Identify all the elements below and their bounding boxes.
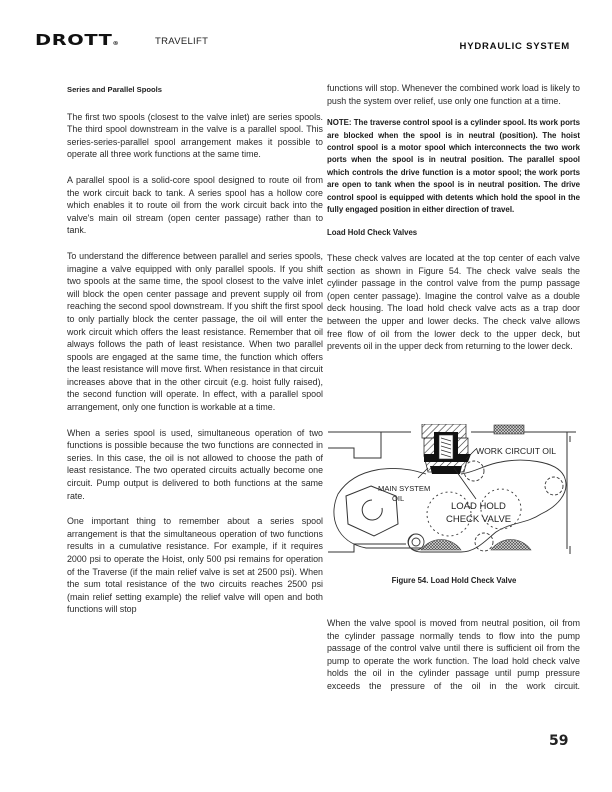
section-heading-check-valves: Load Hold Check Valves bbox=[327, 228, 418, 238]
right-column bbox=[327, 82, 580, 366]
figure-caption: Figure 54. Load Hold Check Valve bbox=[391, 576, 517, 585]
paragraph: These check valves are located at the top center of each valve section as shown in Figure 54. The check valve seals the cylinder passage in the control valve from the pump passage (open center passage). Imagine the control valve as a double deck housing. The load hold check valve acts as a trap door between the upper and lower decks. The check valve allows free flow of oil from the lower deck to the upper deck, but prevents oil in the upper deck from returning to the lower deck. bbox=[327, 253, 580, 352]
figure-load-hold-check-valve bbox=[326, 424, 582, 564]
label-main-system-oil-2: OIL bbox=[392, 494, 405, 503]
page-number: 59 bbox=[549, 733, 569, 749]
paragraph: A parallel spool is a solid-core spool designed to route oil from the work circuit back to tank. A series spool has a hollow core which enables it to route oil from the work circuit back into the valve's main oil stream (open center passage) rather than to tank. bbox=[67, 174, 323, 236]
paragraph: One important thing to remember about a series spool arrangement is that the simultaneous operation of two functions results in a cumulative resistance. For example, if it requires 2000 psi to operate the Hoist, only 500 psi remains for operation of the Traverse (if the main relief valve is set at 2500 psi). When the sum total resistance of the two circuits reaches 2500 psi (main relief setting example) the relief valve will open and both functions will stop bbox=[67, 516, 323, 615]
label-load-hold: LOAD HOLD bbox=[451, 501, 506, 512]
note-block: NOTE: The traverse control spool is a cylinder spool. Its work ports are blocked when the spool is in neutral (position). The hoist control spool is a motor spool which interconnects the two work ports when the spool is in neutral position. The parallel spool which controls the drive function is a motor spool; the work ports are open to tank when the spool is in neutral position. The drive control spool is equipped with detents which hold the spool in the fully engaged position in either direction of travel. bbox=[327, 118, 580, 215]
cap bbox=[494, 425, 524, 434]
paragraph: When the valve spool is moved from neutral position, oil from the cylinder passage normally tends to flow into the pump passage of the control valve until there is sufficient oil from the pump to operate the work function. The load hold check valve holds the oil in the cylinder passage until pump pressure exceeds the pressure of the oil in the work circuit. bbox=[327, 618, 580, 691]
paragraph: The first two spools (closest to the valve inlet) are series spools. The third spool downstream in the valve is a parallel spool. This series-series-parallel spool arrangement makes it possible to operate all three work functions at the same time. bbox=[67, 111, 323, 160]
hex-nut bbox=[346, 486, 398, 536]
paragraph-continuation: functions will stop. Whenever the combined work load is likely to push the system over relief, use only one function at a time. bbox=[327, 83, 580, 106]
brand-trademark: ® bbox=[112, 41, 120, 47]
label-main-system-oil: MAIN SYSTEM bbox=[378, 484, 431, 493]
label-work-circuit-oil: WORK CIRCUIT OIL bbox=[476, 446, 557, 456]
brand-name: DROTT bbox=[35, 31, 113, 49]
label-check-valve: CHECK VALVE bbox=[446, 514, 512, 525]
paragraph: To understand the difference between parallel and series spools, imagine a valve equipped with only parallel spools. If you shift two spools at the same time, the spool closest to the valve inlet will block the open center passage and prevent supply oil from reaching the second spool downstream. If you shift the first spool to only partially block the center passage, the oil will enter the work circuit which offers the least resistance. Remember that oil always follows the path of least resistance. When two parallel spools are engaged at the same time, the function which offers the least resistance will move first. When resistance in that circuit increases above that in the other circuit (e.g. hoist fully raised), the second function will operate. In effect, with a parallel spool arrangement, only one function is workable at a time. bbox=[67, 250, 323, 413]
left-column bbox=[67, 84, 323, 629]
brand-logo bbox=[35, 31, 119, 49]
paragraph: When a series spool is used, simultaneous operation of two functions is possible because the two functions are connected in series. In this case, the oil is not allowed to choose the path of least resistance. The two operated circuits actually become one circuit. Pump output is delivered to both functions at the same rate. bbox=[67, 427, 323, 501]
right-column-lower bbox=[327, 617, 580, 693]
section-title: HYDRAULIC SYSTEM bbox=[459, 41, 570, 52]
valve-diagram bbox=[326, 424, 582, 564]
product-name: TRAVELIFT bbox=[155, 36, 209, 47]
section-heading-spools: Series and Parallel Spools bbox=[67, 85, 162, 94]
